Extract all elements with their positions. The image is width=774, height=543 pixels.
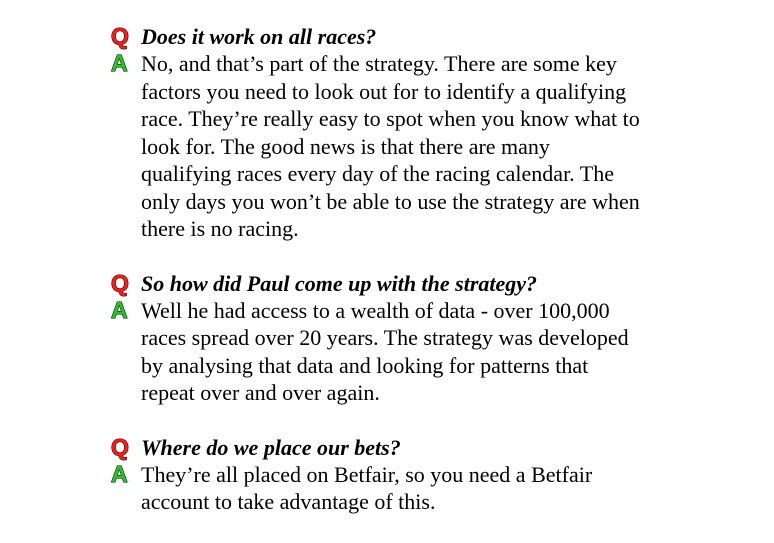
- question-text: So how did Paul come up with the strategy?: [141, 270, 538, 296]
- q-icon: Q: [111, 433, 129, 460]
- answer-row: [111, 461, 751, 516]
- question-row: [111, 23, 751, 50]
- q-icon: Q: [111, 269, 129, 296]
- answer-row: [111, 297, 751, 407]
- faq-item: [111, 23, 751, 243]
- answer-text: They’re all placed on Betfair, so you need a Betfair account to take advantage of this.: [141, 461, 593, 514]
- question-text: Does it work on all races?: [141, 24, 377, 49]
- question-row: [111, 270, 751, 297]
- answer-row: [111, 50, 751, 243]
- q-icon: Q: [111, 23, 129, 49]
- faq-item: [111, 270, 751, 407]
- a-icon: A: [111, 50, 128, 76]
- a-icon: A: [111, 296, 128, 323]
- answer-text: Well he had access to a wealth of data - over 100,000 races spread over 20 years. The strategy was developed by analysing that data and looking for patterns that repeat over and over again.: [141, 297, 629, 405]
- question-row: [111, 434, 751, 461]
- answer-text: No, and that’s part of the strategy. There are some key factors you need to look out for to identify a qualifying race. They’re really easy to spot when you know what to look for. The good news is that there are many qualifying races every day of the racing calendar. The only days you won’t be able to use the strategy are when there is no racing.: [141, 51, 640, 241]
- faq-list: [111, 23, 751, 543]
- faq-item: [111, 434, 751, 516]
- a-icon: A: [111, 460, 128, 487]
- question-text: Where do we place our bets?: [141, 434, 401, 460]
